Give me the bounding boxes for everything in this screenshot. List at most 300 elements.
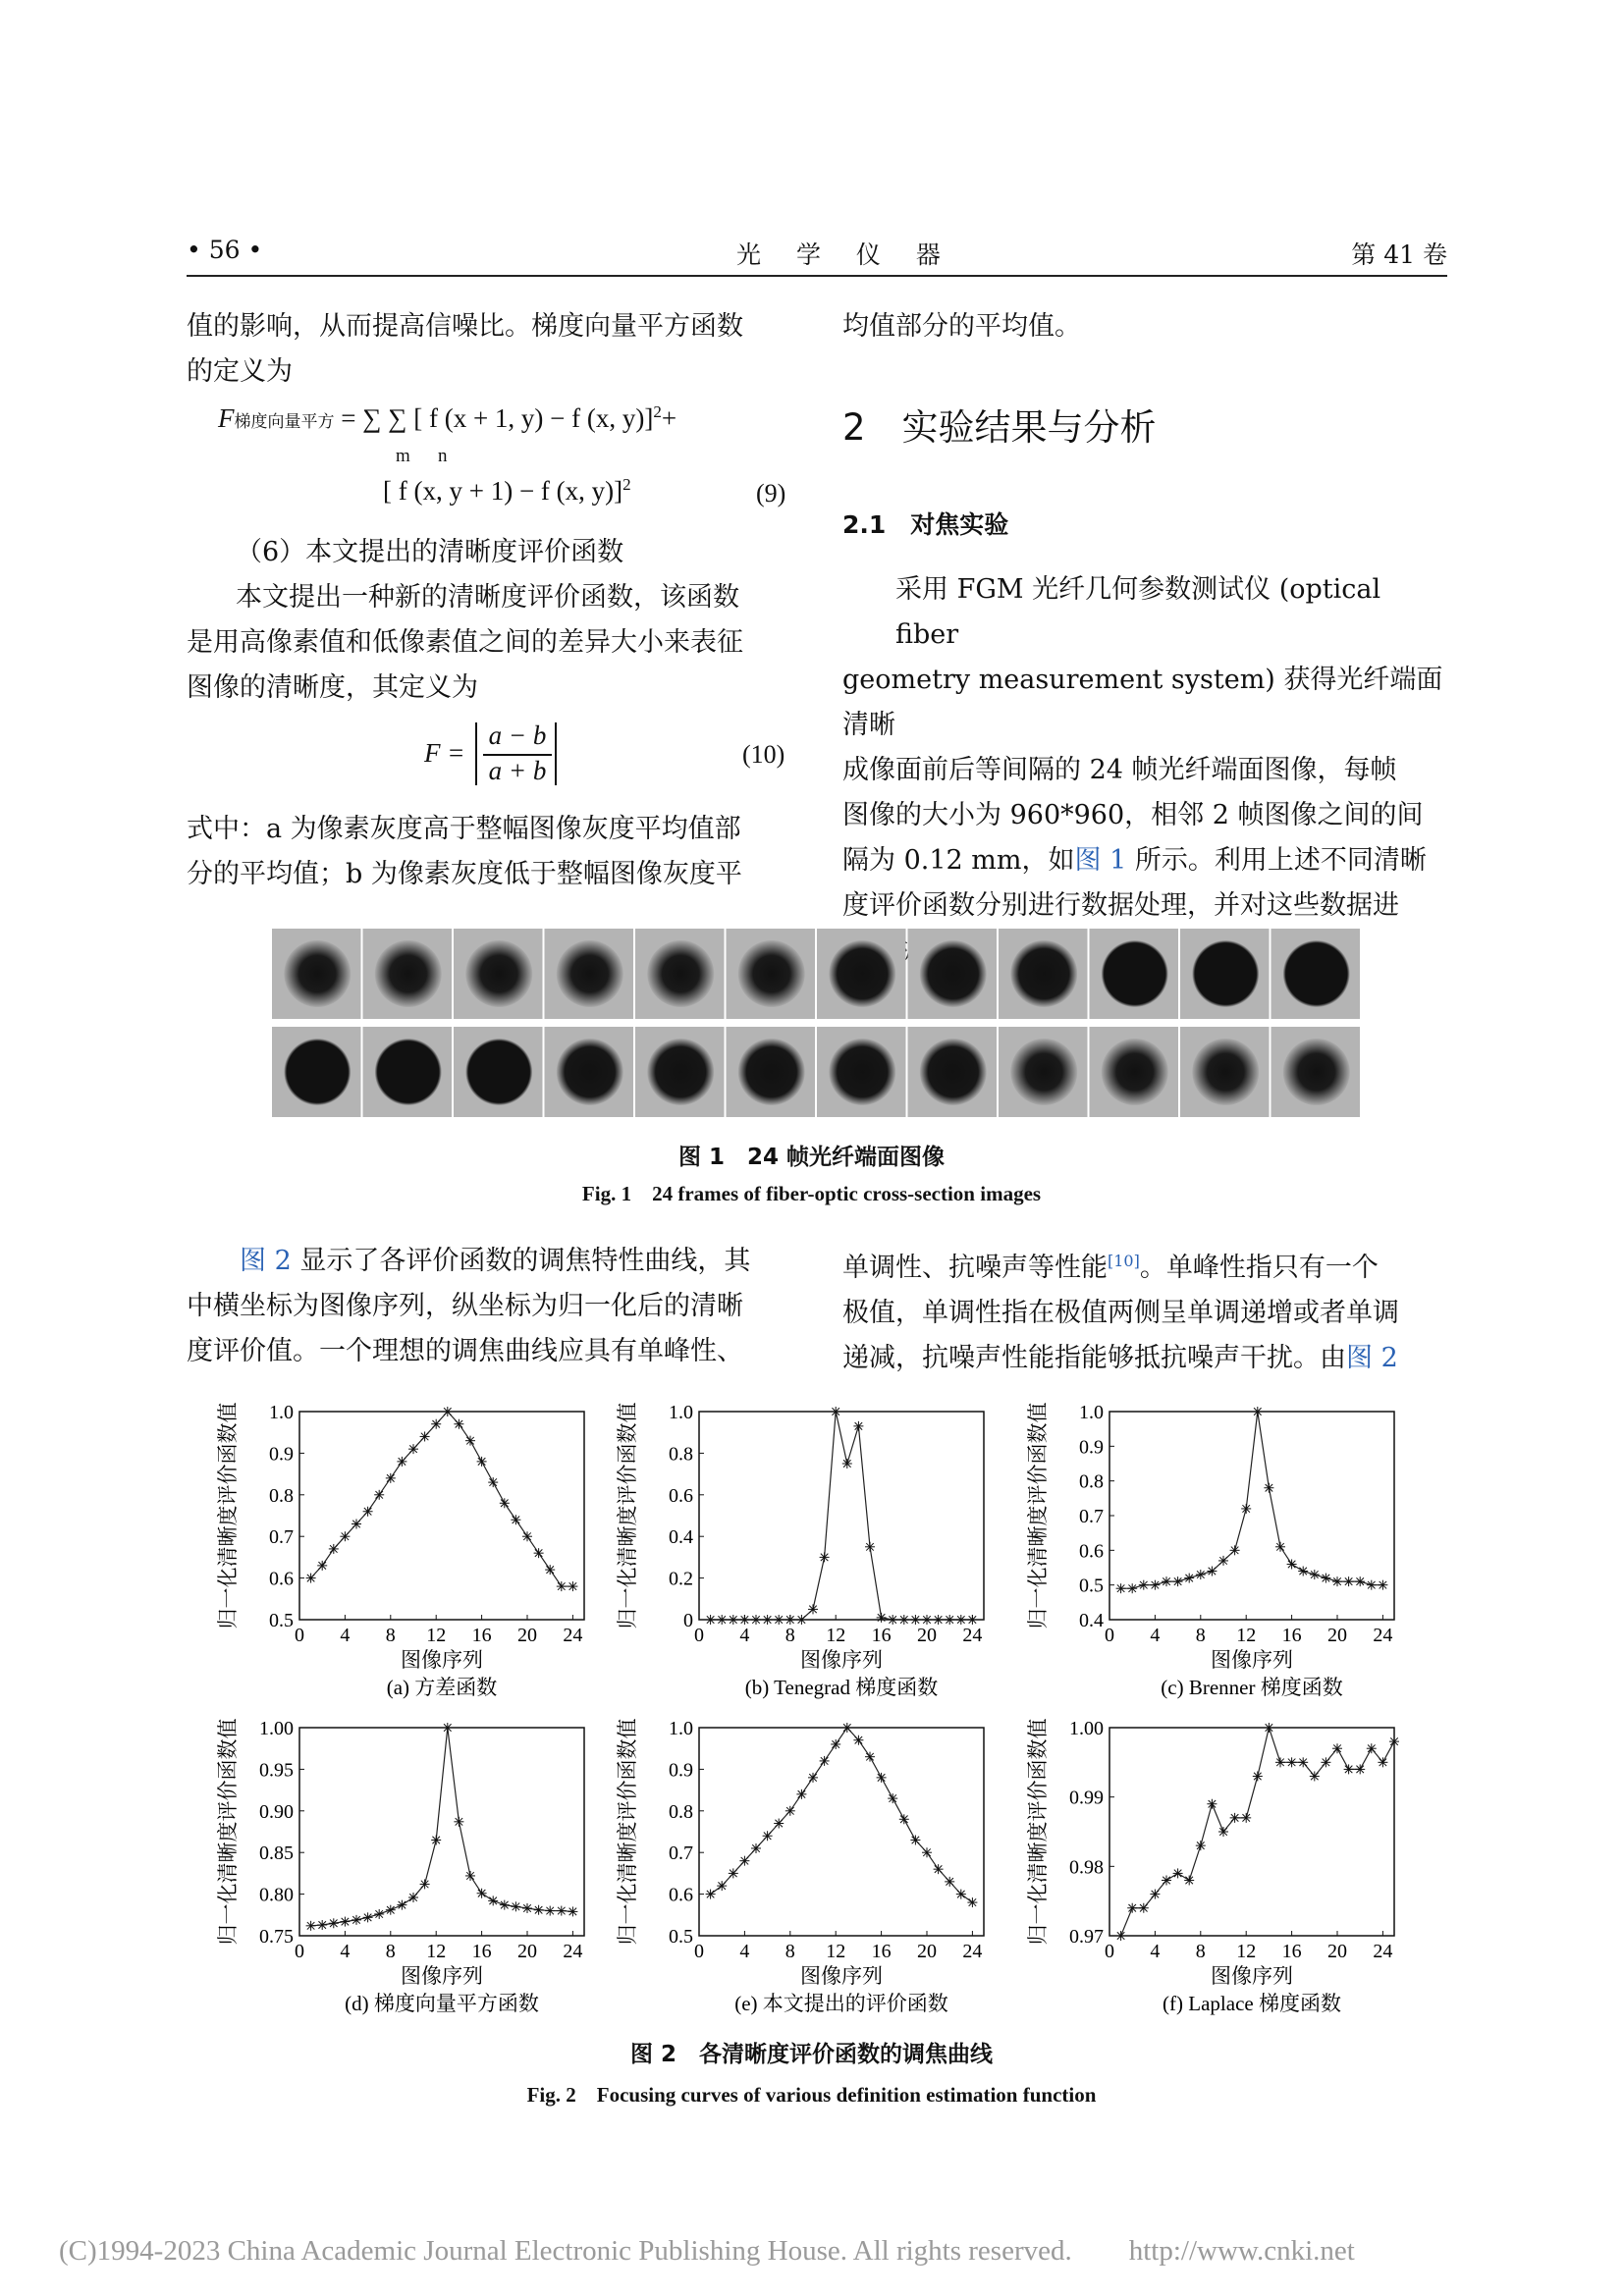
- list-item-6: （6）本文提出的清晰度评价函数: [236, 537, 624, 567]
- figure-2-link[interactable]: 图 2: [1346, 1343, 1398, 1373]
- data-point: [956, 1615, 966, 1625]
- chart-title: (c) Brenner 梯度函数: [1161, 1676, 1343, 1699]
- y-axis-label: 归一化清晰度评价函数值: [216, 1718, 240, 1946]
- data-point: [1275, 1542, 1285, 1552]
- data-point: [967, 1897, 977, 1907]
- data-point: [545, 1565, 555, 1575]
- data-point: [363, 1507, 373, 1517]
- data-point: [1264, 1723, 1273, 1733]
- x-tick-label: 4: [340, 1625, 351, 1646]
- fiber-frame: [817, 1027, 906, 1117]
- y-tick-label: 1.00: [1069, 1718, 1104, 1739]
- y-axis-label: 归一化清晰度评价函数值: [616, 1402, 639, 1629]
- fiber-frame: [1180, 1027, 1270, 1117]
- plot-frame: [699, 1412, 984, 1620]
- x-tick-label: 8: [1195, 1941, 1206, 1962]
- x-tick-label: 8: [784, 1625, 795, 1646]
- fiber-frame: [999, 929, 1088, 1019]
- x-tick-label: 20: [517, 1625, 537, 1646]
- data-point: [534, 1905, 544, 1915]
- paragraph-line: [842, 1239, 1451, 1291]
- sum-index-n: n: [438, 446, 448, 466]
- x-tick-label: 12: [1236, 1941, 1257, 1962]
- data-point: [386, 1905, 396, 1915]
- chart-e: [601, 1714, 1013, 2038]
- paragraph-line: 采用 FGM 光纤几何参数测试仪 (optical fiber: [895, 574, 1381, 650]
- x-tick-label: 0: [295, 1941, 304, 1962]
- eq10-lhs: F =: [424, 738, 465, 768]
- y-axis-label: 归一化清晰度评价函数值: [616, 1718, 639, 1946]
- x-tick-label: 0: [1105, 1625, 1114, 1646]
- fiber-frame: [363, 929, 453, 1019]
- data-point: [1184, 1875, 1194, 1885]
- data-point: [1310, 1771, 1320, 1781]
- data-point: [420, 1431, 430, 1441]
- fiber-frame: [454, 929, 543, 1019]
- y-tick-label: 0.6: [269, 1568, 294, 1590]
- data-point: [477, 1457, 487, 1467]
- data-point: [329, 1918, 339, 1928]
- eq-subscript: 梯度向量平方: [234, 412, 335, 431]
- data-point: [443, 1407, 453, 1416]
- data-point: [1332, 1576, 1342, 1586]
- data-point: [763, 1615, 773, 1625]
- series-line: [711, 1412, 973, 1620]
- data-point: [511, 1901, 520, 1911]
- y-tick-label: 0.5: [669, 1926, 693, 1948]
- data-point: [1207, 1799, 1217, 1809]
- running-header: [187, 236, 1447, 277]
- text: 显示了各评价函数的调焦特性曲线，其: [291, 1246, 751, 1276]
- paragraph-line: 本文提出一种新的清晰度评价函数，该函数: [236, 582, 739, 613]
- x-tick-label: 12: [426, 1941, 447, 1962]
- journal-name: 光 学 仪 器: [736, 240, 954, 269]
- x-tick-label: 24: [1373, 1941, 1393, 1962]
- data-point: [1173, 1576, 1183, 1586]
- x-tick-label: 0: [1105, 1941, 1114, 1962]
- y-tick-label: 0.95: [259, 1759, 294, 1782]
- x-tick-label: 24: [563, 1625, 583, 1646]
- figure-1-caption-en: Fig. 1 24 frames of fiber-optic cross-section images: [581, 1182, 1042, 1205]
- data-point: [1275, 1757, 1285, 1767]
- data-point: [831, 1739, 840, 1749]
- paragraph-line: 式中：a 为像素灰度高于整幅图像灰度平均值部: [187, 814, 741, 844]
- data-point: [956, 1890, 966, 1899]
- data-point: [877, 1773, 887, 1783]
- data-point: [1218, 1827, 1228, 1837]
- sum-index-m: m: [396, 446, 410, 466]
- x-tick-label: 20: [917, 1941, 937, 1962]
- chart-title: (f) Laplace 梯度函数: [1163, 1992, 1341, 2015]
- data-point: [1367, 1580, 1377, 1590]
- data-point: [1378, 1580, 1387, 1590]
- eq-lhs: F: [218, 403, 235, 433]
- fiber-frame: [908, 1027, 998, 1117]
- x-axis-label: 图像序列: [800, 1648, 883, 1672]
- mid-right-column: [842, 1239, 1451, 1381]
- data-point: [853, 1735, 863, 1745]
- paragraph-line: 度评价值。一个理想的调焦曲线应具有单峰性、: [187, 1336, 743, 1366]
- data-point: [420, 1879, 430, 1889]
- data-point: [557, 1581, 567, 1591]
- y-tick-label: 0.8: [669, 1800, 693, 1823]
- y-tick-label: 1.0: [669, 1718, 693, 1739]
- y-tick-label: 0.7: [1079, 1506, 1104, 1527]
- data-point: [1116, 1931, 1126, 1941]
- data-point: [1378, 1757, 1387, 1767]
- paragraph-line: 极值，单调性指在极值两侧呈单调递增或者单调: [842, 1298, 1399, 1328]
- data-point: [1196, 1841, 1206, 1850]
- x-tick-label: 20: [917, 1625, 937, 1646]
- data-point: [1150, 1580, 1160, 1590]
- x-tick-label: 4: [1150, 1941, 1161, 1962]
- data-point: [739, 1615, 749, 1625]
- x-tick-label: 16: [1281, 1625, 1302, 1646]
- eq-plus: +: [661, 403, 677, 433]
- data-point: [1321, 1574, 1330, 1583]
- x-tick-label: 0: [295, 1625, 304, 1646]
- chart-b: [601, 1398, 1013, 1722]
- y-tick-label: 1.0: [269, 1402, 294, 1423]
- data-point: [1367, 1743, 1377, 1753]
- right-column-body: [842, 567, 1451, 974]
- plot-frame: [299, 1728, 584, 1936]
- x-tick-label: 16: [871, 1941, 892, 1962]
- data-point: [306, 1921, 316, 1931]
- data-point: [706, 1890, 716, 1899]
- data-point: [739, 1856, 749, 1866]
- data-point: [317, 1561, 327, 1571]
- data-point: [443, 1723, 453, 1733]
- chart-title: (b) Tenegrad 梯度函数: [744, 1676, 939, 1699]
- y-tick-label: 1.0: [669, 1402, 693, 1423]
- text: 隔为 0.12 mm，如: [842, 845, 1075, 876]
- data-point: [820, 1756, 830, 1766]
- data-point: [500, 1900, 510, 1910]
- data-point: [1355, 1576, 1365, 1586]
- fiber-frame: [908, 929, 998, 1019]
- y-tick-label: 1.00: [259, 1718, 294, 1739]
- chart-title: (a) 方差函数: [386, 1676, 498, 1699]
- y-tick-label: 0.80: [259, 1884, 294, 1906]
- x-tick-label: 0: [694, 1625, 704, 1646]
- y-tick-label: 0.9: [1079, 1436, 1104, 1459]
- y-tick-label: 0.97: [1069, 1926, 1104, 1948]
- paragraph-line: [187, 1239, 795, 1284]
- x-axis-label: 图像序列: [1211, 1648, 1293, 1672]
- chart-title: (d) 梯度向量平方函数: [345, 1992, 539, 2015]
- y-tick-label: 0: [683, 1610, 693, 1631]
- y-tick-label: 0.4: [669, 1526, 693, 1549]
- data-point: [1139, 1903, 1149, 1913]
- paragraph-line: 的定义为: [187, 356, 293, 387]
- y-tick-label: 0.9: [669, 1759, 693, 1782]
- data-point: [1230, 1813, 1240, 1823]
- data-point: [865, 1542, 875, 1552]
- section-heading: 2 实验结果与分析: [842, 406, 1157, 449]
- data-point: [1241, 1813, 1251, 1823]
- equation-9-line2: [383, 475, 631, 507]
- fiber-frame: [1090, 929, 1179, 1019]
- x-tick-label: 4: [739, 1941, 750, 1962]
- eq-sup2: 2: [622, 475, 631, 494]
- data-point: [374, 1490, 384, 1500]
- data-point: [488, 1477, 498, 1487]
- x-tick-label: 4: [1150, 1625, 1161, 1646]
- data-point: [774, 1615, 784, 1625]
- data-point: [454, 1817, 463, 1827]
- paragraph-line: 值的影响，从而提高信噪比。梯度向量平方函数: [187, 311, 743, 342]
- paragraph-line: 度评价函数分别进行数据处理，并对这些数据进: [842, 890, 1399, 921]
- volume-label: 第 41 卷: [1351, 240, 1447, 269]
- series-line: [311, 1412, 573, 1586]
- y-tick-label: 0.99: [1069, 1787, 1104, 1809]
- x-tick-label: 20: [517, 1941, 537, 1962]
- x-axis-label: 图像序列: [800, 1964, 883, 1988]
- plot-frame: [699, 1728, 984, 1936]
- figure-1-fiber-images: [272, 929, 1362, 1117]
- data-point: [1264, 1483, 1273, 1493]
- data-point: [808, 1773, 818, 1783]
- eq10-denominator: a + b: [488, 756, 547, 785]
- data-point: [545, 1906, 555, 1916]
- data-point: [352, 1915, 361, 1925]
- text: 所示。利用上述不同清晰: [1126, 845, 1427, 876]
- paragraph-line: geometry measurement system) 获得光纤端面清晰: [842, 665, 1443, 740]
- x-tick-label: 12: [426, 1625, 447, 1646]
- x-tick-label: 20: [1327, 1941, 1347, 1962]
- fiber-frame: [363, 1027, 453, 1117]
- eq-rhs: = ∑ ∑ [ f (x + 1, y) − f (x, y)]: [341, 403, 654, 433]
- data-point: [820, 1552, 830, 1562]
- data-point: [785, 1806, 795, 1816]
- x-tick-label: 8: [784, 1941, 795, 1962]
- chart-title: (e) 本文提出的评价函数: [734, 1992, 948, 2015]
- mid-left-column: [187, 1239, 795, 1374]
- data-point: [1127, 1583, 1137, 1593]
- data-point: [397, 1900, 406, 1910]
- data-point: [910, 1615, 920, 1625]
- x-tick-label: 24: [1373, 1625, 1393, 1646]
- data-point: [522, 1531, 532, 1541]
- reference-10[interactable]: [10]: [1108, 1252, 1140, 1270]
- data-point: [1321, 1757, 1330, 1767]
- text: 。单峰性指只有一个: [1139, 1253, 1379, 1283]
- data-point: [934, 1864, 944, 1874]
- x-tick-label: 8: [385, 1941, 396, 1962]
- fiber-frame: [635, 1027, 725, 1117]
- fiber-frame: [454, 1027, 543, 1117]
- data-point: [922, 1847, 932, 1857]
- right-column-top: [842, 304, 1451, 349]
- x-axis-label: 图像序列: [1211, 1964, 1293, 1988]
- abs-bar-left: [475, 722, 477, 785]
- data-point: [922, 1615, 932, 1625]
- y-tick-label: 1.0: [1079, 1402, 1104, 1423]
- left-column-bottom: [187, 807, 795, 897]
- data-point: [796, 1789, 806, 1799]
- x-tick-label: 20: [1327, 1625, 1347, 1646]
- y-tick-label: 0.5: [1079, 1575, 1104, 1597]
- y-tick-label: 0.9: [269, 1443, 294, 1466]
- data-point: [431, 1419, 441, 1429]
- fiber-frame: [1090, 1027, 1179, 1117]
- plot-frame: [1109, 1728, 1394, 1936]
- paragraph-line: 图像的大小为 960*960，相邻 2 帧图像之间的间: [842, 800, 1424, 830]
- data-point: [477, 1889, 487, 1898]
- eq-sup: 2: [653, 402, 662, 421]
- y-tick-label: 0.8: [1079, 1470, 1104, 1493]
- series-line: [1121, 1412, 1383, 1588]
- paragraph-line: 图像的清晰度，其定义为: [187, 672, 478, 703]
- series-line: [311, 1728, 573, 1926]
- y-tick-label: 0.75: [259, 1926, 294, 1948]
- equation-number-9: (9): [756, 479, 786, 507]
- subsection-heading: 2.1 对焦实验: [842, 510, 1009, 539]
- x-axis-label: 图像序列: [401, 1648, 483, 1672]
- data-point: [763, 1831, 773, 1841]
- data-point: [910, 1835, 920, 1844]
- data-point: [808, 1604, 818, 1614]
- data-point: [945, 1877, 954, 1887]
- data-point: [1162, 1875, 1171, 1885]
- data-point: [374, 1909, 384, 1919]
- y-tick-label: 0.4: [1079, 1610, 1104, 1631]
- paragraph-line: 分的平均值；b 为像素灰度低于整幅图像灰度平: [187, 859, 742, 889]
- chart-a: [201, 1398, 614, 1722]
- data-point: [1150, 1890, 1160, 1899]
- x-tick-label: 24: [962, 1625, 983, 1646]
- paragraph-line: [842, 838, 1451, 883]
- x-tick-label: 24: [962, 1941, 983, 1962]
- chart-f: [1011, 1714, 1424, 2038]
- y-axis-label: 归一化清晰度评价函数值: [1026, 1402, 1050, 1629]
- data-point: [431, 1835, 441, 1844]
- data-point: [1207, 1567, 1217, 1576]
- data-point: [465, 1871, 475, 1881]
- x-tick-label: 16: [471, 1941, 492, 1962]
- data-point: [522, 1903, 532, 1913]
- plot-frame: [299, 1412, 584, 1620]
- frames-row-1: [272, 929, 1360, 1019]
- fiber-frame: [545, 929, 634, 1019]
- x-tick-label: 4: [739, 1625, 750, 1646]
- data-point: [1287, 1559, 1297, 1569]
- data-point: [729, 1868, 738, 1878]
- equation-number-10: (10): [742, 740, 785, 769]
- y-tick-label: 0.7: [669, 1842, 693, 1865]
- x-tick-label: 16: [871, 1625, 892, 1646]
- eq10-numerator: a − b: [488, 721, 547, 750]
- fiber-frame: [272, 1027, 361, 1117]
- data-point: [1355, 1764, 1365, 1774]
- copyright-footer: (C)1994-2023 China Academic Journal Electronic Publishing House. All rights reserved. http://www.cnki.net: [59, 2235, 1355, 2267]
- x-tick-label: 24: [563, 1941, 583, 1962]
- data-point: [1332, 1743, 1342, 1753]
- data-point: [511, 1515, 520, 1524]
- x-tick-label: 12: [1236, 1625, 1257, 1646]
- data-point: [1196, 1570, 1206, 1579]
- x-tick-label: 8: [1195, 1625, 1206, 1646]
- equation-9-line1: [218, 402, 676, 434]
- figure-2-caption: 图 2 各清晰度评价函数的调焦曲线: [629, 2042, 993, 2067]
- y-tick-label: 0.6: [669, 1484, 693, 1507]
- y-tick-label: 0.85: [259, 1842, 294, 1865]
- fiber-frame: [272, 929, 361, 1019]
- data-point: [1389, 1736, 1399, 1746]
- data-point: [1162, 1576, 1171, 1586]
- y-axis-label: 归一化清晰度评价函数值: [1026, 1718, 1050, 1946]
- x-tick-label: 16: [471, 1625, 492, 1646]
- data-point: [1116, 1583, 1126, 1593]
- data-point: [1173, 1868, 1183, 1878]
- data-point: [934, 1615, 944, 1625]
- x-tick-label: 4: [340, 1941, 351, 1962]
- paragraph-line: [842, 1336, 1451, 1381]
- fiber-frame: [727, 929, 816, 1019]
- data-point: [363, 1912, 373, 1922]
- data-point: [751, 1843, 761, 1853]
- data-point: [1218, 1556, 1228, 1566]
- data-point: [500, 1498, 510, 1508]
- y-tick-label: 0.8: [269, 1484, 294, 1507]
- x-tick-label: 12: [826, 1941, 846, 1962]
- data-point: [842, 1723, 852, 1733]
- data-point: [352, 1519, 361, 1528]
- series-line: [711, 1728, 973, 1902]
- figure-1-link[interactable]: 图 1: [1074, 845, 1127, 876]
- data-point: [1253, 1407, 1263, 1416]
- data-point: [967, 1615, 977, 1625]
- data-point: [1298, 1757, 1308, 1767]
- data-point: [1344, 1764, 1354, 1774]
- data-point: [888, 1793, 897, 1803]
- frames-row-2: [272, 1027, 1360, 1117]
- data-point: [329, 1544, 339, 1554]
- figure-2-link[interactable]: 图 2: [240, 1246, 292, 1276]
- data-point: [568, 1581, 577, 1591]
- data-point: [1253, 1771, 1263, 1781]
- data-point: [340, 1531, 350, 1541]
- data-point: [945, 1615, 954, 1625]
- data-point: [899, 1814, 909, 1824]
- fiber-frame: [727, 1027, 816, 1117]
- paragraph-line: 均值部分的平均值。: [842, 311, 1081, 342]
- fiber-frame: [545, 1027, 634, 1117]
- data-point: [717, 1615, 727, 1625]
- data-point: [717, 1881, 727, 1891]
- data-point: [1310, 1570, 1320, 1579]
- y-tick-label: 0.5: [269, 1610, 294, 1631]
- data-point: [1298, 1567, 1308, 1576]
- data-point: [340, 1917, 350, 1927]
- data-point: [831, 1407, 840, 1416]
- y-tick-label: 0.7: [269, 1526, 294, 1549]
- text: 递减，抗噪声性能指能够抵抗噪声干扰。由: [842, 1343, 1346, 1373]
- data-point: [1344, 1576, 1354, 1586]
- eq-rhs2: [ f (x, y + 1) − f (x, y)]: [383, 476, 623, 506]
- fiber-frame: [1271, 929, 1361, 1019]
- data-point: [1127, 1903, 1137, 1913]
- data-point: [751, 1615, 761, 1625]
- data-point: [386, 1473, 396, 1483]
- paragraph-line: 中横坐标为图像序列，纵坐标为归一化后的清晰: [187, 1291, 743, 1321]
- data-point: [865, 1752, 875, 1762]
- y-tick-label: 0.8: [669, 1443, 693, 1466]
- chart-d: [201, 1714, 614, 2038]
- figure-2-caption-en: Fig. 2 Focusing curves of various definition estimation function: [526, 2083, 1097, 2107]
- data-point: [842, 1459, 852, 1468]
